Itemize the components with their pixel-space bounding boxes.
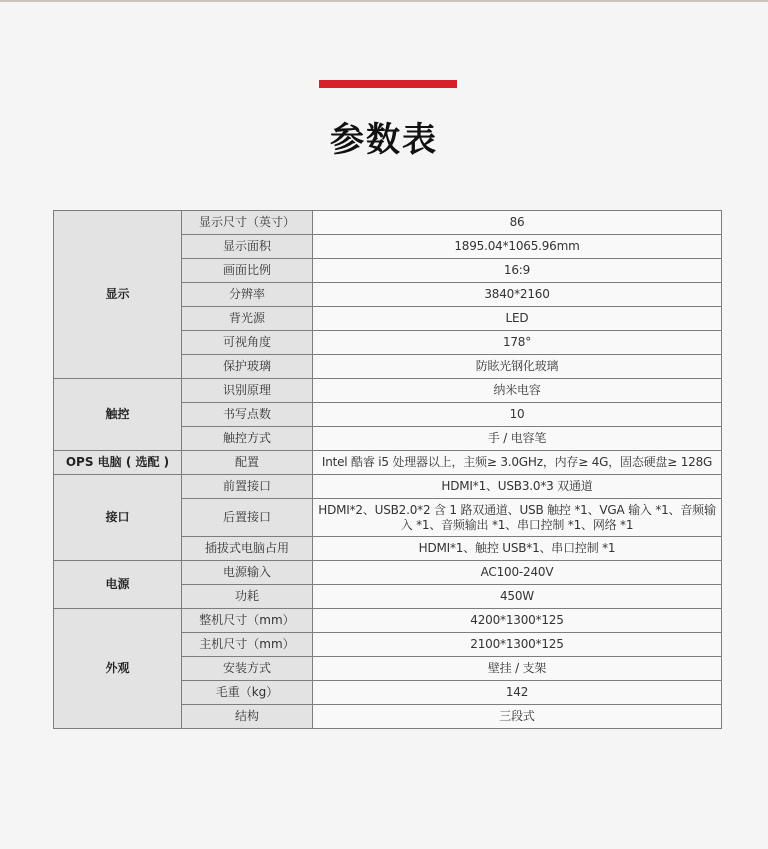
row-value: LED (313, 307, 722, 331)
row-value: 手 / 电容笔 (313, 427, 722, 451)
row-value: 16:9 (313, 259, 722, 283)
row-label: 保护玻璃 (182, 355, 313, 379)
row-label: 前置接口 (182, 475, 313, 499)
row-value: 壁挂 / 支架 (313, 657, 722, 681)
row-label: 可视角度 (182, 331, 313, 355)
row-label: 整机尺寸（mm） (182, 609, 313, 633)
row-label: 电源输入 (182, 561, 313, 585)
row-label: 后置接口 (182, 499, 313, 537)
group-ports: 接口 (54, 475, 182, 561)
table-row (54, 379, 722, 403)
row-label: 书写点数 (182, 403, 313, 427)
row-value: 142 (313, 681, 722, 705)
row-value: 4200*1300*125 (313, 609, 722, 633)
row-label: 显示尺寸（英寸） (182, 211, 313, 235)
group-ops-pc: OPS 电脑 ( 选配 ) (54, 451, 182, 475)
row-label: 插拔式电脑占用 (182, 537, 313, 561)
row-label: 识别原理 (182, 379, 313, 403)
table-row (54, 211, 722, 235)
group-appearance: 外观 (54, 609, 182, 729)
row-label: 功耗 (182, 585, 313, 609)
group-display: 显示 (54, 211, 182, 379)
page-title: 参数表 (330, 120, 438, 160)
row-value: 178° (313, 331, 722, 355)
row-value: 1895.04*1065.96mm (313, 235, 722, 259)
spec-table (53, 210, 722, 729)
row-label: 结构 (182, 705, 313, 729)
table-row (54, 609, 722, 633)
row-value: Intel 酷睿 i5 处理器以上，主频≥ 3.0GHz，内存≥ 4G，固态硬盘≥ 128G (313, 451, 722, 475)
row-label: 安装方式 (182, 657, 313, 681)
row-label: 配置 (182, 451, 313, 475)
row-value: 防眩光钢化玻璃 (313, 355, 722, 379)
row-value: 86 (313, 211, 722, 235)
row-label: 背光源 (182, 307, 313, 331)
row-value: HDMI*2、USB2.0*2 含 1 路双通道、USB 触控 *1、VGA 输入 *1、音频输入 *1、音频输出 *1、串口控制 *1、网络 *1 (313, 499, 722, 537)
group-power: 电源 (54, 561, 182, 609)
table-row (54, 451, 722, 475)
row-value: 10 (313, 403, 722, 427)
row-value: HDMI*1、触控 USB*1、串口控制 *1 (313, 537, 722, 561)
table-row (54, 475, 722, 499)
row-value: 450W (313, 585, 722, 609)
row-label: 分辨率 (182, 283, 313, 307)
row-label: 主机尺寸（mm） (182, 633, 313, 657)
row-value: 2100*1300*125 (313, 633, 722, 657)
top-divider-strip (0, 0, 768, 2)
row-value: HDMI*1、USB3.0*3 双通道 (313, 475, 722, 499)
row-label: 毛重（kg） (182, 681, 313, 705)
table-row (54, 561, 722, 585)
row-value: 3840*2160 (313, 283, 722, 307)
row-value: 三段式 (313, 705, 722, 729)
group-touch: 触控 (54, 379, 182, 451)
row-value: 纳米电容 (313, 379, 722, 403)
row-value: AC100-240V (313, 561, 722, 585)
title-accent-bar (319, 80, 457, 88)
row-label: 触控方式 (182, 427, 313, 451)
row-label: 显示面积 (182, 235, 313, 259)
row-label: 画面比例 (182, 259, 313, 283)
